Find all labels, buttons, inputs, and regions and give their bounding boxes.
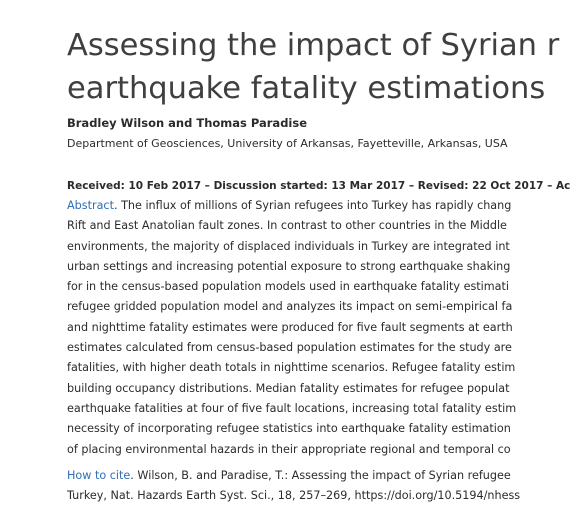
abstract-line: environments, the majority of displaced individuals in Turkey are integrated int [67, 239, 510, 253]
article-title-line-2: earthquake fatality estimations [67, 71, 546, 106]
abstract-line: for in the census-based population models used in earthquake fatality estimati [67, 280, 510, 294]
how-to-cite [67, 466, 520, 507]
how-to-cite-link[interactable]: How to cite [67, 469, 131, 482]
abstract-line: necessity of incorporating refugee statistics into earthquake fatality estimation [67, 422, 511, 436]
author-affiliation: Department of Geosciences, University of Arkansas, Fayetteville, Arkansas, USA [67, 137, 508, 150]
article-title-line-1: Assessing the impact of Syrian r [67, 28, 560, 63]
cite-line [67, 466, 520, 486]
abstract-line-text: . The influx of millions of Syrian refugees into Turkey has rapidly chang [113, 199, 512, 212]
abstract-line: and nighttime fatality estimates were produced for five fault segments at earth [67, 320, 513, 334]
abstract-line: building occupancy distributions. Median fatality estimates for refugee populat [67, 381, 510, 395]
cite-line-text: . Wilson, B. and Paradise, T.: Assessing the impact of Syrian refugee [130, 469, 511, 482]
abstract-line [67, 196, 516, 216]
abstract-line: of placing environmental hazards in their appropriate regional and temporal co [67, 442, 511, 456]
abstract-line: earthquake fatalities at four of five fault locations, increasing total fatality estim [67, 401, 517, 415]
article-title [67, 24, 559, 110]
cite-line: Turkey, Nat. Hazards Earth Syst. Sci., 18, 257–269, https://doi.org/10.5194/nhess [67, 489, 521, 503]
abstract-heading-link[interactable]: Abstract [67, 199, 114, 212]
abstract-line: Rift and East Anatolian fault zones. In contrast to other countries in the Middle [67, 219, 507, 233]
abstract-line: urban settings and increasing potential exposure to strong earthquake shaking [67, 259, 511, 273]
abstract-line: refugee gridded population model and analyzes its impact on semi-empirical fa [67, 300, 513, 314]
abstract-line: fatalities, with higher death totals in nighttime scenarios. Refugee fatality estim [67, 361, 516, 375]
abstract-line: estimates calculated from census-based population estimates for the study are [67, 341, 512, 355]
abstract [67, 196, 516, 460]
publication-dates: Received: 10 Feb 2017 – Discussion started: 13 Mar 2017 – Revised: 22 Oct 2017 – Ac [67, 180, 570, 192]
author-list: Bradley Wilson and Thomas Paradise [67, 116, 308, 130]
